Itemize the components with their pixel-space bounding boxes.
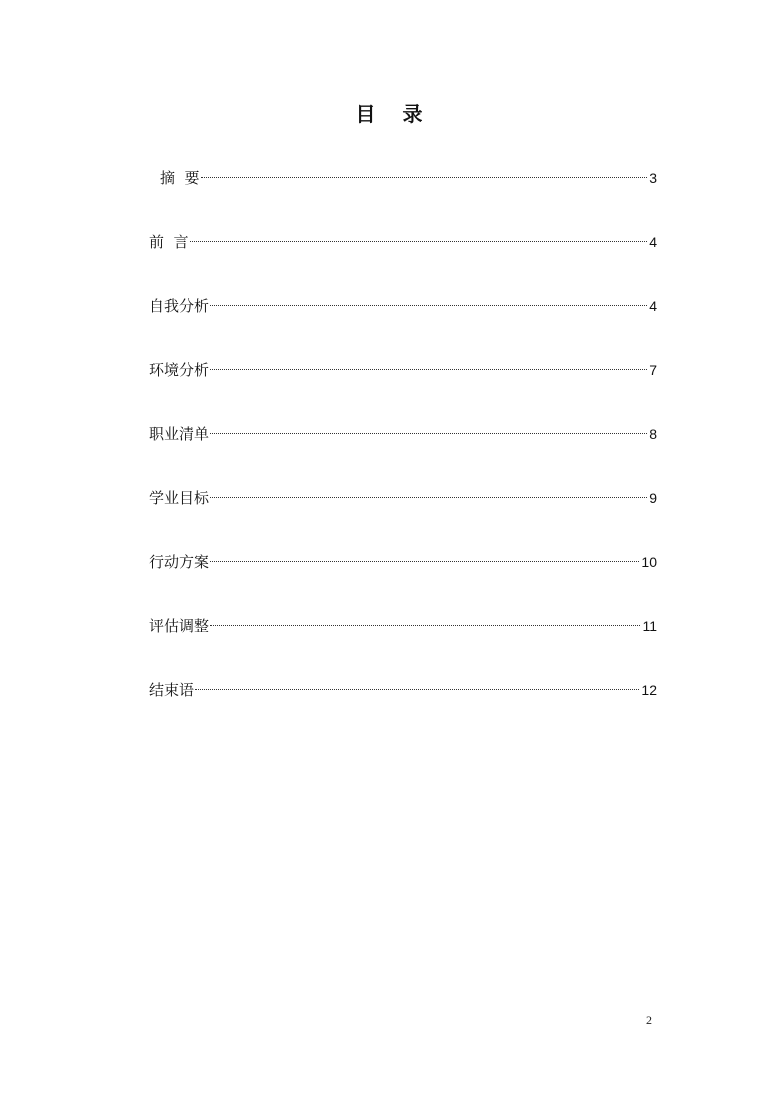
- toc-entry-action-plan[interactable]: [149, 550, 657, 574]
- toc-entry-page: 3: [649, 170, 657, 186]
- toc-entry-page: 7: [649, 362, 657, 378]
- toc-entry-career-list[interactable]: [149, 422, 657, 446]
- toc-entry-label: 前 言: [149, 233, 189, 251]
- toc-entry-preface[interactable]: [149, 230, 657, 254]
- toc-entry-academic-goals[interactable]: [149, 486, 657, 510]
- toc-entry-page: 11: [642, 618, 657, 634]
- toc-entry-conclusion[interactable]: [149, 678, 657, 702]
- toc-entry-label: 结束语: [149, 681, 195, 699]
- toc-entry-page: 8: [649, 426, 657, 442]
- toc-entry-abstract[interactable]: [149, 166, 657, 190]
- dot-leader: [210, 561, 639, 562]
- toc-entry-environment-analysis[interactable]: [149, 358, 657, 382]
- toc-entry-label: 环境分析: [149, 361, 210, 379]
- toc-entry-page: 4: [649, 234, 657, 250]
- toc-entry-label: 摘 要: [160, 169, 200, 187]
- toc-entry-page: 9: [649, 490, 657, 506]
- toc-entry-label: 行动方案: [149, 553, 210, 571]
- toc-entry-label: 学业目标: [149, 489, 210, 507]
- toc-entry-label: 自我分析: [149, 297, 210, 315]
- toc-entry-evaluation-adjustment[interactable]: [149, 614, 657, 638]
- toc-entry-label: 职业清单: [149, 425, 210, 443]
- toc-title: 目 录: [355, 102, 433, 126]
- toc-entry-page: 10: [641, 554, 657, 570]
- dot-leader: [195, 689, 639, 690]
- dot-leader: [210, 625, 640, 626]
- dot-leader: [210, 305, 647, 306]
- toc-entry-page: 4: [649, 298, 657, 314]
- dot-leader: [210, 433, 647, 434]
- dot-leader: [201, 177, 648, 178]
- page-number: 2: [646, 1013, 652, 1027]
- dot-leader: [210, 497, 647, 498]
- dot-leader: [210, 369, 647, 370]
- toc-entry-self-analysis[interactable]: [149, 294, 657, 318]
- dot-leader: [190, 241, 648, 242]
- table-of-contents: [149, 166, 657, 742]
- toc-entry-page: 12: [641, 682, 657, 698]
- toc-entry-label: 评估调整: [149, 617, 210, 635]
